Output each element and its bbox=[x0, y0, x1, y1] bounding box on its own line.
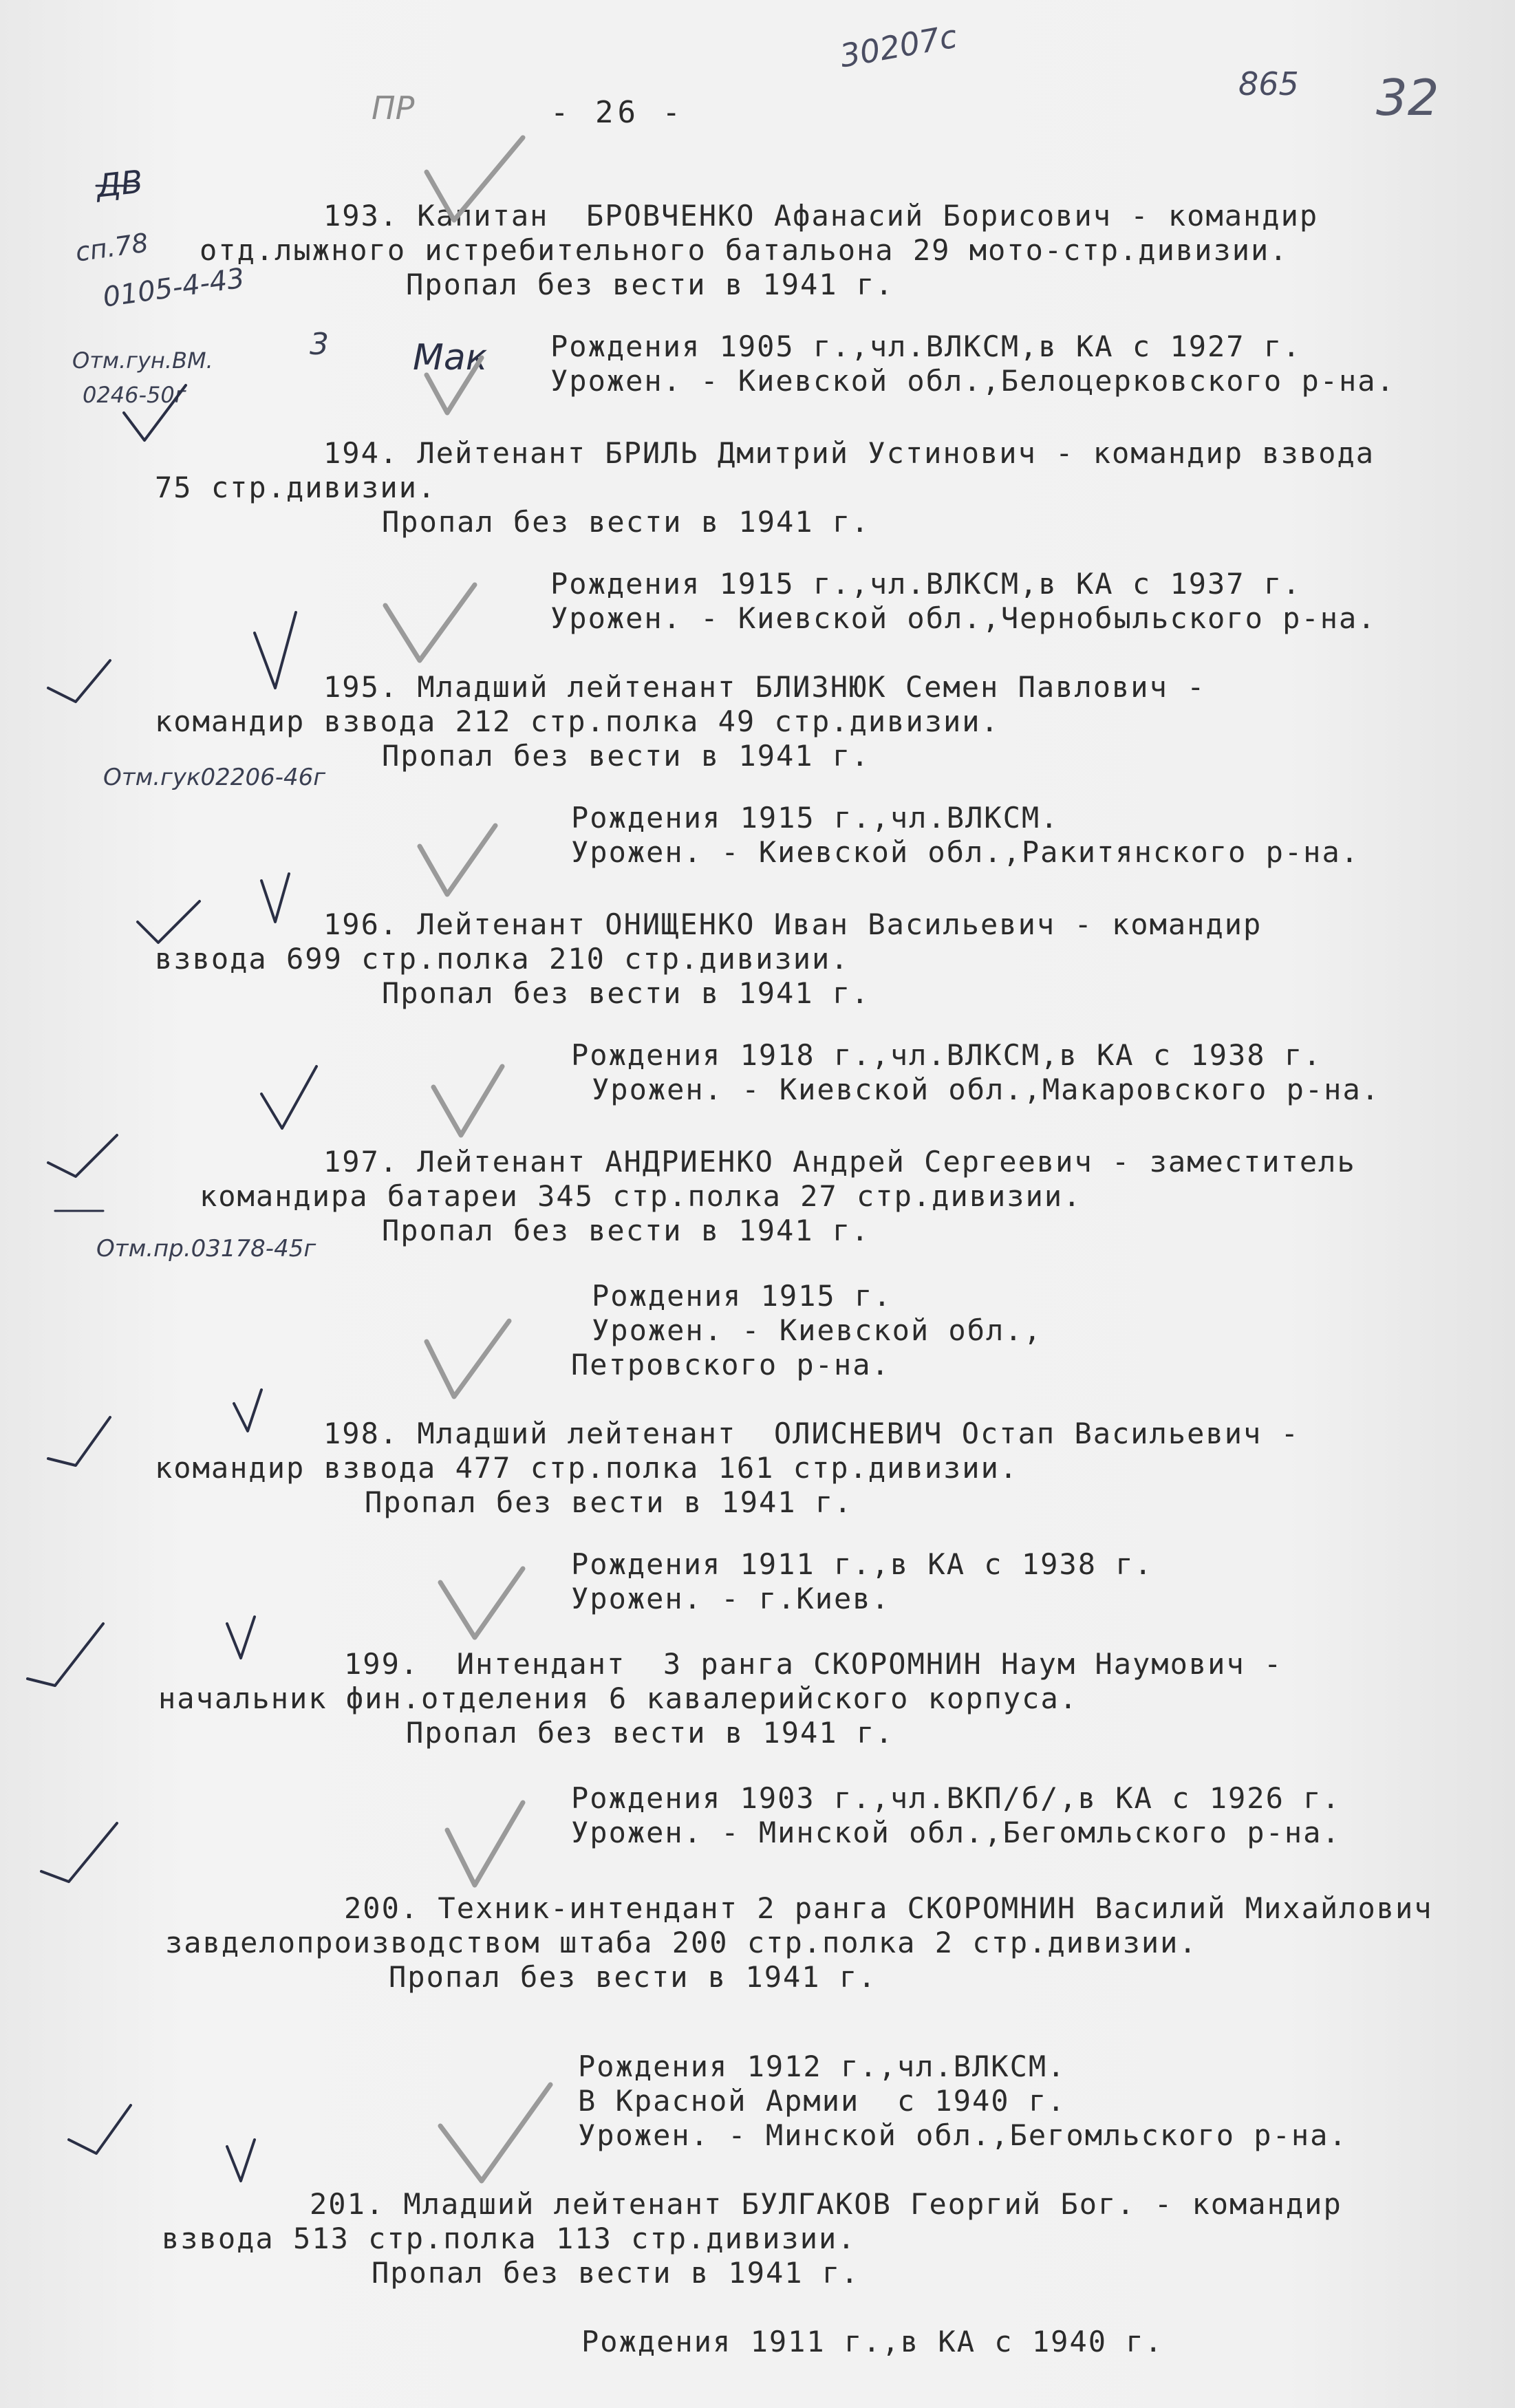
entry-born: Рождения 1911 г.,в КА с 1938 г. bbox=[571, 1547, 1153, 1581]
ink-checkmark-icon bbox=[261, 874, 289, 922]
entry-heading: 200. Техник-интендант 2 ранга СКОРОМНИН Василий Михайлович bbox=[344, 1891, 1433, 1925]
pencil-checkmark-icon bbox=[440, 1569, 523, 1637]
entry-born: Рождения 1905 г.,чл.ВЛКСМ,в КА с 1927 г. bbox=[550, 330, 1302, 363]
pencil-checkmark-icon bbox=[427, 358, 482, 413]
entry-origin: Урожен. - Киевской обл.,Макаровского р-на. bbox=[592, 1073, 1381, 1106]
pencil-checkmark-icon bbox=[427, 1321, 509, 1397]
ink-checkmark-icon bbox=[227, 1617, 255, 1658]
initials-pencil-mark: ПР bbox=[372, 89, 415, 127]
entry-heading: 196. Лейтенант ОНИЩЕНКО Иван Васильевич - командир bbox=[323, 907, 1262, 941]
entry-origin: Урожен. - Киевской обл., bbox=[592, 1313, 1042, 1347]
entry-heading: 197. Лейтенант АНДРИЕНКО Андрей Сергеевич - заместитель bbox=[323, 1145, 1356, 1179]
page-number: - 26 - bbox=[550, 95, 685, 130]
entry-born: Рождения 1911 г.,в КА с 1940 г. bbox=[581, 2325, 1163, 2358]
entry-heading: 201. Младший лейтенант БУЛГАКОВ Георгий Бог. - командир bbox=[310, 2187, 1342, 2221]
note-193-c: Отм.гун.ВМ. bbox=[72, 347, 213, 374]
pencil-checkmark-icon bbox=[433, 1066, 502, 1135]
entry-born: Рождения 1912 г.,чл.ВЛКСМ. bbox=[578, 2050, 1066, 2083]
entry-missing: Пропал без вести в 1941 г. bbox=[382, 1214, 870, 1247]
entry-heading: 198. Младший лейтенант ОЛИСНЕВИЧ Остап Васильевич - bbox=[323, 1417, 1300, 1450]
ink-checkmark-icon bbox=[234, 1390, 261, 1431]
sheet-number-large: 32 bbox=[1376, 69, 1439, 127]
entry-born: Рождения 1915 г.,чл.ВЛКСМ,в КА с 1937 г. bbox=[550, 567, 1302, 601]
entry-unit: отд.лыжного истребительного батальона 29 мото-стр.дивизии. bbox=[200, 233, 1289, 267]
entry-born: Рождения 1918 г.,чл.ВЛКСМ,в КА с 1938 г. bbox=[571, 1038, 1322, 1072]
entry-missing: Пропал без вести в 1941 г. bbox=[382, 505, 870, 539]
entry-missing: Пропал без вести в 1941 г. bbox=[365, 1485, 853, 1519]
ink-checkmark-icon bbox=[124, 385, 186, 440]
entry-unit: начальник фин.отделения 6 кавалерийского корпуса. bbox=[158, 1681, 1079, 1715]
entry-origin: Урожен. - Киевской обл.,Ракитянского р-на. bbox=[571, 835, 1360, 869]
entry-missing: Пропал без вести в 1941 г. bbox=[372, 2256, 860, 2290]
entry-heading: 199. Интендант 3 ранга СКОРОМНИН Наум Наумович - bbox=[344, 1647, 1283, 1681]
entry-unit: завделопроизводством штаба 200 стр.полка 2 стр.дивизии. bbox=[165, 1926, 1198, 1959]
entry-unit: взвода 513 стр.полка 113 стр.дивизии. bbox=[162, 2222, 857, 2255]
entry-heading: 195. Младший лейтенант БЛИЗНЮК Семен Павлович - bbox=[323, 670, 1206, 704]
ink-checkmark-icon bbox=[255, 612, 296, 688]
note-193-three: 3 bbox=[310, 327, 329, 362]
pencil-checkmark-icon bbox=[427, 138, 523, 220]
entry-origin-district: Петровского р-на. bbox=[571, 1348, 890, 1382]
entry-missing: Пропал без вести в 1941 г. bbox=[389, 1960, 877, 1994]
ink-checkmark-icon bbox=[48, 1417, 110, 1465]
entry-army: В Красной Армии с 1940 г. bbox=[578, 2084, 1066, 2118]
entry-origin: Урожен. - Минской обл.,Бегомльского р-на. bbox=[571, 1816, 1341, 1849]
entry-missing: Пропал без вести в 1941 г. bbox=[406, 1716, 894, 1750]
entry-missing: Пропал без вести в 1941 г. bbox=[406, 268, 894, 301]
handwritten-signature: Мак bbox=[413, 337, 488, 378]
entry-origin: Урожен. - г.Киев. bbox=[571, 1582, 890, 1615]
entry-unit: командир взвода 477 стр.полка 161 стр.дивизии. bbox=[155, 1451, 1019, 1485]
entry-unit: командира батареи 345 стр.полка 27 стр.дивизии. bbox=[200, 1179, 1082, 1213]
entry-born: Рождения 1915 г. bbox=[592, 1279, 892, 1313]
note-193-b: 0105-4-43 bbox=[100, 262, 247, 314]
note-193-d: 0246-50г bbox=[83, 382, 186, 408]
sheet-number-small: 865 bbox=[1238, 65, 1299, 103]
entry-heading: 194. Лейтенант БРИЛЬ Дмитрий Устинович - командир взвода bbox=[323, 436, 1375, 470]
entry-unit: командир взвода 212 стр.полка 49 стр.дивизии. bbox=[155, 705, 1000, 738]
initials-handwritten: ДВ bbox=[94, 162, 145, 205]
pencil-checkmark-icon bbox=[447, 1803, 523, 1885]
ink-checkmark-icon bbox=[48, 1135, 117, 1176]
entry-unit: взвода 699 стр.полка 210 стр.дивизии. bbox=[155, 942, 850, 976]
ink-checkmark-icon bbox=[41, 1823, 117, 1882]
entry-born: Рождения 1903 г.,чл.ВКП/б/,в КА с 1926 г. bbox=[571, 1781, 1341, 1815]
entry-missing: Пропал без вести в 1941 г. bbox=[382, 976, 870, 1010]
pencil-checkmark-icon bbox=[385, 585, 475, 660]
entry-unit: 75 стр.дивизии. bbox=[155, 471, 437, 504]
pencil-checkmark-icon bbox=[420, 826, 495, 894]
ink-checkmark-icon bbox=[227, 2140, 255, 2181]
archive-number-handwritten: 30207с bbox=[837, 17, 960, 75]
pencil-checkmark-icon bbox=[440, 2085, 550, 2181]
entry-origin: Урожен. - Киевской обл.,Чернобыльского р-на. bbox=[550, 601, 1377, 635]
ink-checkmark-icon bbox=[48, 660, 110, 702]
ink-checkmark-icon bbox=[69, 2105, 131, 2153]
ink-checkmark-icon bbox=[261, 1066, 316, 1128]
ink-checkmark-icon bbox=[138, 901, 200, 943]
entry-heading: 193. Капитан БРОВЧЕНКО Афанасий Борисович - командир bbox=[323, 199, 1319, 233]
entry-origin: Урожен. - Минской обл.,Бегомльского р-на. bbox=[578, 2118, 1348, 2152]
note-197: Отм.пр.03178-45г bbox=[96, 1235, 316, 1262]
entry-missing: Пропал без вести в 1941 г. bbox=[382, 739, 870, 773]
entry-origin: Урожен. - Киевской обл.,Белоцерковского р-на. bbox=[550, 364, 1395, 398]
ink-checkmark-icon bbox=[28, 1624, 103, 1686]
entry-born: Рождения 1915 г.,чл.ВЛКСМ. bbox=[571, 801, 1060, 835]
note-195: Отм.гук02206-46г bbox=[103, 764, 326, 791]
note-193-a: сп.78 bbox=[73, 227, 151, 268]
